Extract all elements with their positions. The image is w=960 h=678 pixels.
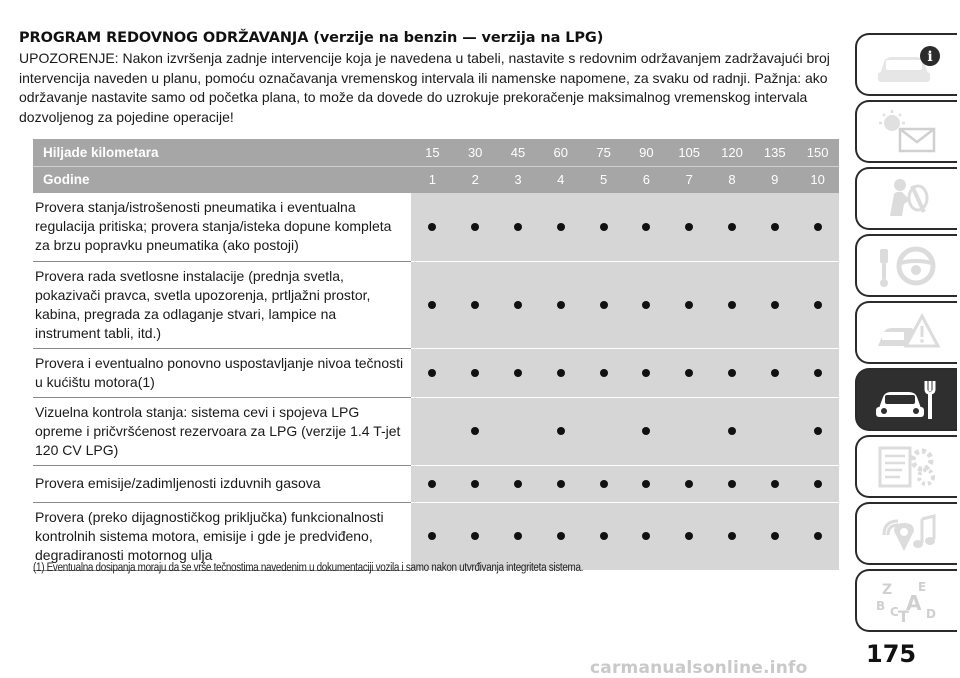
index-letter: C <box>890 604 899 619</box>
car-info-icon <box>872 42 942 88</box>
scheduled-dot-icon <box>471 301 479 309</box>
multimedia-icon <box>872 511 942 557</box>
scheduled-dot-icon <box>771 369 779 377</box>
schedule-body <box>33 193 839 570</box>
table-row <box>33 193 839 261</box>
km-value: 30 <box>454 139 497 166</box>
year-value: 7 <box>668 166 711 193</box>
scheduled-dot-icon <box>600 532 608 540</box>
schedule-cell <box>411 193 454 261</box>
schedule-cell <box>668 502 711 570</box>
schedule-cell <box>454 261 497 348</box>
scheduled-dot-icon <box>428 480 436 488</box>
scheduled-dot-icon <box>771 480 779 488</box>
km-value: 105 <box>668 139 711 166</box>
schedule-cell <box>539 193 582 261</box>
scheduled-dot-icon <box>642 480 650 488</box>
schedule-cell <box>796 193 839 261</box>
schedule-cell <box>753 261 796 348</box>
tab-emergency[interactable] <box>855 301 957 364</box>
page-title: PROGRAM REDOVNOG ODRŽAVANJA (verzije na benzin — verzija na LPG) <box>19 30 604 46</box>
schedule-cell <box>711 397 754 465</box>
tab-safety[interactable] <box>855 167 957 230</box>
km-value: 90 <box>625 139 668 166</box>
operation-description: Provera i eventualno ponovno uspostavljanje nivoa tečnosti u kućištu motora(1) <box>33 348 411 397</box>
scheduled-dot-icon <box>514 301 522 309</box>
scheduled-dot-icon <box>642 301 650 309</box>
scheduled-dot-icon <box>514 480 522 488</box>
schedule-cell <box>582 193 625 261</box>
safety-airbag-icon <box>872 176 942 222</box>
scheduled-dot-icon <box>642 532 650 540</box>
schedule-cell <box>497 348 540 397</box>
years-header-label: Godine <box>33 166 411 193</box>
schedule-cell <box>582 261 625 348</box>
chapter-side-nav <box>855 33 957 636</box>
schedule-cell <box>411 502 454 570</box>
scheduled-dot-icon <box>557 223 565 231</box>
km-value: 15 <box>411 139 454 166</box>
schedule-cell <box>411 465 454 502</box>
year-value: 3 <box>497 166 540 193</box>
schedule-cell <box>497 502 540 570</box>
schedule-cell <box>539 465 582 502</box>
scheduled-dot-icon <box>814 480 822 488</box>
schedule-cell <box>796 348 839 397</box>
scheduled-dot-icon <box>514 223 522 231</box>
years-header-row <box>33 166 839 193</box>
schedule-cell <box>711 348 754 397</box>
schedule-cell <box>497 397 540 465</box>
schedule-cell <box>454 397 497 465</box>
scheduled-dot-icon <box>685 301 693 309</box>
maintenance-warning: UPOZORENJE: Nakon izvršenja zadnje intervencije koja je navedena u tabeli, nastavite s redovnim održavanjem zadržavajući broj intervencija naveden u planu, pomoću označavanja vremenskog intervala ili namenske napomene, za svaku od radnji. Pažnja: ako održavanje nastavite samo od početka plana, to može da dovede do uzrokuje prekoračenje maksimalnog vremenskog intervala dozvoljenog za pojedine operacije! <box>19 50 830 125</box>
year-value: 2 <box>454 166 497 193</box>
schedule-cell <box>753 397 796 465</box>
km-value: 45 <box>497 139 540 166</box>
svg-text:i: i <box>927 48 933 65</box>
schedule-cell <box>625 397 668 465</box>
year-value: 1 <box>411 166 454 193</box>
schedule-cell <box>539 261 582 348</box>
table-row <box>33 348 839 397</box>
schedule-cell <box>753 502 796 570</box>
scheduled-dot-icon <box>428 369 436 377</box>
operation-description: Provera rada svetlosne instalacije (prednja svetla, pokazivači pravca, svetla upozorenja, prtljažni prostor, kabina, pregrada za odlaganje stvari, lampice na instrument tabli, itd.) <box>33 261 411 348</box>
schedule-cell <box>711 465 754 502</box>
year-value: 8 <box>711 166 754 193</box>
index-letter: E <box>918 579 927 594</box>
scheduled-dot-icon <box>771 301 779 309</box>
table-row <box>33 397 839 465</box>
table-row <box>33 502 839 570</box>
tab-index[interactable] <box>855 569 957 632</box>
scheduled-dot-icon <box>685 532 693 540</box>
tab-starting-driving[interactable] <box>855 234 957 297</box>
scheduled-dot-icon <box>728 427 736 435</box>
year-value: 10 <box>796 166 839 193</box>
scheduled-dot-icon <box>814 301 822 309</box>
scheduled-dot-icon <box>685 480 693 488</box>
schedule-cell <box>711 193 754 261</box>
scheduled-dot-icon <box>514 369 522 377</box>
scheduled-dot-icon <box>557 427 565 435</box>
scheduled-dot-icon <box>728 532 736 540</box>
scheduled-dot-icon <box>642 427 650 435</box>
schedule-cell <box>582 465 625 502</box>
schedule-cell <box>668 397 711 465</box>
schedule-cell <box>411 348 454 397</box>
schedule-cell <box>625 465 668 502</box>
schedule-cell <box>497 261 540 348</box>
schedule-cell <box>711 502 754 570</box>
year-value: 9 <box>753 166 796 193</box>
scheduled-dot-icon <box>471 369 479 377</box>
scheduled-dot-icon <box>428 223 436 231</box>
scheduled-dot-icon <box>514 532 522 540</box>
operation-description: Vizuelna kontrola stanja: sistema cevi i spojeva LPG opreme i pričvršćenost rezervoara za LPG (verzije 1.4 T-jet 120 CV LPG) <box>33 397 411 465</box>
schedule-cell <box>539 502 582 570</box>
schedule-cell <box>625 261 668 348</box>
schedule-cell <box>539 397 582 465</box>
schedule-cell <box>411 397 454 465</box>
km-value: 60 <box>539 139 582 166</box>
scheduled-dot-icon <box>471 223 479 231</box>
index-letter: Z <box>882 581 893 598</box>
schedule-cell <box>668 193 711 261</box>
schedule-cell <box>454 502 497 570</box>
scheduled-dot-icon <box>471 480 479 488</box>
schedule-cell <box>454 348 497 397</box>
scheduled-dot-icon <box>428 532 436 540</box>
scheduled-dot-icon <box>471 532 479 540</box>
schedule-cell <box>454 465 497 502</box>
tab-car-info[interactable] <box>855 33 957 96</box>
schedule-cell <box>625 502 668 570</box>
schedule-cell <box>711 261 754 348</box>
scheduled-dot-icon <box>557 301 565 309</box>
table-row <box>33 465 839 502</box>
schedule-cell <box>582 502 625 570</box>
km-value: 75 <box>582 139 625 166</box>
watermark: carmanualsonline.info <box>590 658 808 678</box>
scheduled-dot-icon <box>728 223 736 231</box>
scheduled-dot-icon <box>600 480 608 488</box>
km-header-row <box>33 139 839 166</box>
scheduled-dot-icon <box>728 480 736 488</box>
schedule-cell <box>668 465 711 502</box>
scheduled-dot-icon <box>814 369 822 377</box>
km-value: 135 <box>753 139 796 166</box>
table-row <box>33 261 839 348</box>
scheduled-dot-icon <box>814 223 822 231</box>
scheduled-dot-icon <box>471 427 479 435</box>
scheduled-dot-icon <box>600 369 608 377</box>
emergency-icon <box>872 310 942 356</box>
schedule-cell <box>625 193 668 261</box>
scheduled-dot-icon <box>728 369 736 377</box>
tab-maintenance[interactable] <box>855 368 957 431</box>
scheduled-dot-icon <box>600 223 608 231</box>
schedule-cell <box>497 465 540 502</box>
scheduled-dot-icon <box>642 223 650 231</box>
tab-warning-lights[interactable] <box>855 100 957 163</box>
schedule-cell <box>582 397 625 465</box>
schedule-cell <box>753 348 796 397</box>
scheduled-dot-icon <box>428 301 436 309</box>
year-value: 6 <box>625 166 668 193</box>
year-value: 5 <box>582 166 625 193</box>
scheduled-dot-icon <box>685 369 693 377</box>
maintenance-schedule-table <box>33 139 839 571</box>
scheduled-dot-icon <box>814 427 822 435</box>
schedule-cell <box>668 261 711 348</box>
schedule-cell <box>796 397 839 465</box>
page-number: 175 <box>866 640 917 668</box>
operation-description: Provera stanja/istrošenosti pneumatika i eventualna regulacija pritiska; provera stanja/isteka dopune kompleta za brzu popravku pneumatika (ako postoji) <box>33 193 411 261</box>
year-value: 4 <box>539 166 582 193</box>
schedule-cell <box>668 348 711 397</box>
schedule-cell <box>411 261 454 348</box>
index-letter: B <box>876 598 886 613</box>
technical-data-icon <box>872 444 942 490</box>
index-letter: D <box>926 606 936 621</box>
scheduled-dot-icon <box>728 301 736 309</box>
maintenance-icon <box>872 377 942 423</box>
scheduled-dot-icon <box>771 223 779 231</box>
schedule-cell <box>454 193 497 261</box>
tab-multimedia[interactable] <box>855 502 957 565</box>
index-letter: A <box>906 590 922 615</box>
tab-technical-data[interactable] <box>855 435 957 498</box>
scheduled-dot-icon <box>642 369 650 377</box>
km-value: 150 <box>796 139 839 166</box>
schedule-cell <box>497 193 540 261</box>
scheduled-dot-icon <box>685 223 693 231</box>
scheduled-dot-icon <box>600 301 608 309</box>
operation-description: Provera (preko dijagnostičkog priključka) funkcionalnosti kontrolnih sistema motora, emisije i gde je predviđeno, degradiranosti motornog ulja <box>33 502 411 570</box>
operation-description: Provera emisije/zadimljenosti izduvnih gasova <box>33 465 411 502</box>
schedule-cell <box>625 348 668 397</box>
starting-driving-icon <box>872 243 942 289</box>
km-header-label: Hiljade kilometara <box>33 139 411 166</box>
schedule-cell <box>582 348 625 397</box>
schedule-cell <box>539 348 582 397</box>
km-value: 120 <box>711 139 754 166</box>
schedule-cell <box>753 465 796 502</box>
scheduled-dot-icon <box>557 369 565 377</box>
scheduled-dot-icon <box>771 532 779 540</box>
warning-lights-icon <box>872 109 942 155</box>
schedule-cell <box>796 502 839 570</box>
index-icon <box>872 578 942 624</box>
schedule-cell <box>753 193 796 261</box>
scheduled-dot-icon <box>557 480 565 488</box>
index-letter: T <box>898 606 909 624</box>
scheduled-dot-icon <box>814 532 822 540</box>
schedule-cell <box>796 261 839 348</box>
footnote: (1) Eventualna dosipanja moraju da se vrše tečnostima navedenim u dokumentaciji vozila i samo nakon utvrđivanja integriteta sistema. <box>33 562 584 574</box>
scheduled-dot-icon <box>557 532 565 540</box>
schedule-cell <box>796 465 839 502</box>
